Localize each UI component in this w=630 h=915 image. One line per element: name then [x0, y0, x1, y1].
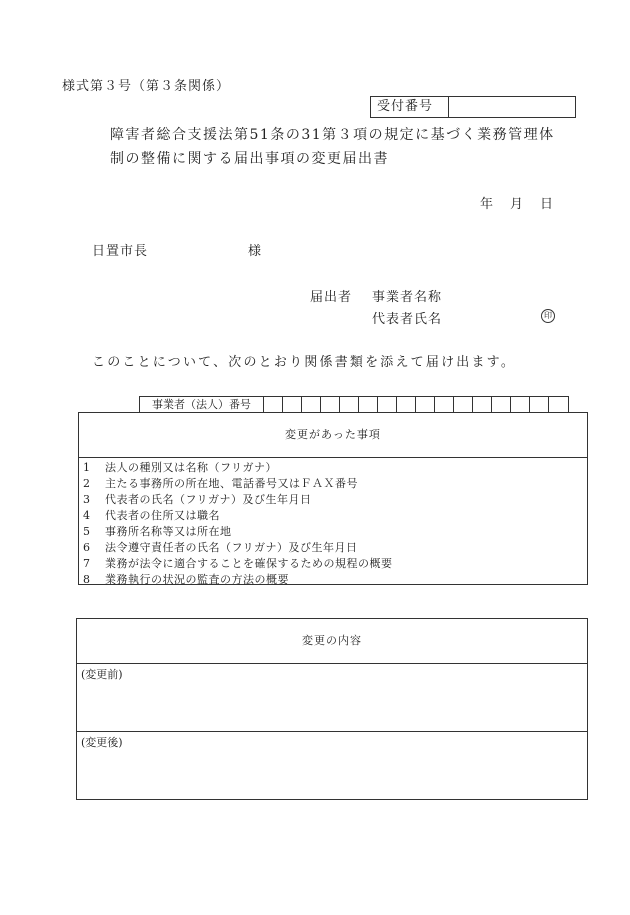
business-number-digit-cell[interactable]	[397, 397, 416, 413]
item-text: 代表者の住所又は職名	[105, 509, 220, 522]
business-number-digit-cell[interactable]	[416, 397, 435, 413]
date-month-label: 月	[510, 197, 524, 212]
business-number-cells	[264, 397, 568, 413]
list-item	[79, 556, 587, 572]
business-number-digit-cell[interactable]	[454, 397, 473, 413]
business-number-digit-cell[interactable]	[511, 397, 530, 413]
addressee-name: 日置市長	[92, 244, 149, 259]
business-number-row	[139, 396, 569, 413]
receipt-number-label: 受付番号	[371, 97, 449, 117]
list-item	[79, 572, 587, 588]
before-change-label: (変更前)	[81, 668, 123, 681]
item-number: 6	[83, 541, 91, 554]
date-line	[480, 193, 553, 212]
business-number-digit-cell[interactable]	[359, 397, 378, 413]
change-content-table	[76, 618, 588, 800]
list-item	[79, 460, 587, 476]
list-item	[79, 508, 587, 524]
item-text: 業務が法令に適合することを確保するための規程の概要	[105, 557, 393, 570]
list-item	[79, 524, 587, 540]
representative-name-label: 代表者氏名	[372, 312, 443, 327]
addressee-honorific: 様	[248, 244, 262, 259]
item-text: 事務所名称等又は所在地	[105, 525, 232, 538]
business-number-digit-cell[interactable]	[321, 397, 340, 413]
item-text: 主たる事務所の所在地、電話番号又はＦＡＸ番号	[105, 477, 358, 490]
item-text: 代表者の氏名（フリガナ）及び生年月日	[105, 493, 312, 506]
item-number: 8	[83, 573, 91, 586]
body-statement: このことについて、次のとおり関係書類を添えて届け出ます。	[92, 355, 517, 370]
list-item	[79, 476, 587, 492]
business-name-label: 事業者名称	[372, 290, 443, 305]
business-number-digit-cell[interactable]	[549, 397, 568, 413]
document-title-line1: 障害者総合支援法第51条の31第３項の規定に基づく業務管理体	[110, 127, 555, 143]
business-number-digit-cell[interactable]	[492, 397, 511, 413]
item-text: 法人の種別又は名称（フリガナ）	[105, 461, 277, 474]
after-change-field[interactable]	[77, 732, 587, 752]
date-year-label: 年	[480, 197, 494, 212]
before-change-field[interactable]	[77, 664, 587, 732]
receipt-number-field[interactable]	[449, 97, 575, 117]
item-number: 4	[83, 509, 91, 522]
list-item	[79, 540, 587, 556]
item-number: 5	[83, 525, 91, 538]
business-number-digit-cell[interactable]	[435, 397, 454, 413]
business-number-digit-cell[interactable]	[473, 397, 492, 413]
form-number: 様式第３号（第３条関係）	[62, 79, 231, 94]
date-day-label: 日	[540, 197, 554, 212]
after-change-label: (変更後)	[81, 736, 123, 749]
changes-heading: 変更があった事項	[79, 413, 587, 458]
document-title-line2: 制の整備に関する届出事項の変更届出書	[110, 151, 389, 167]
receipt-number-box	[370, 96, 576, 118]
changes-table	[78, 412, 588, 585]
notifier-label: 届出者	[310, 290, 353, 305]
business-number-digit-cell[interactable]	[264, 397, 283, 413]
changes-list	[79, 458, 587, 588]
business-number-digit-cell[interactable]	[378, 397, 397, 413]
business-number-label: 事業者（法人）番号	[140, 397, 264, 413]
list-item	[79, 492, 587, 508]
change-content-heading: 変更の内容	[77, 619, 587, 664]
item-text: 業務執行の状況の監査の方法の概要	[105, 573, 289, 586]
item-text: 法令遵守責任者の氏名（フリガナ）及び生年月日	[105, 541, 358, 554]
item-number: 1	[83, 461, 91, 474]
business-number-digit-cell[interactable]	[340, 397, 359, 413]
seal-icon: 印	[541, 309, 555, 323]
item-number: 7	[83, 557, 91, 570]
item-number: 2	[83, 477, 91, 490]
business-number-digit-cell[interactable]	[302, 397, 321, 413]
business-number-digit-cell[interactable]	[530, 397, 549, 413]
business-number-digit-cell[interactable]	[283, 397, 302, 413]
item-number: 3	[83, 493, 91, 506]
